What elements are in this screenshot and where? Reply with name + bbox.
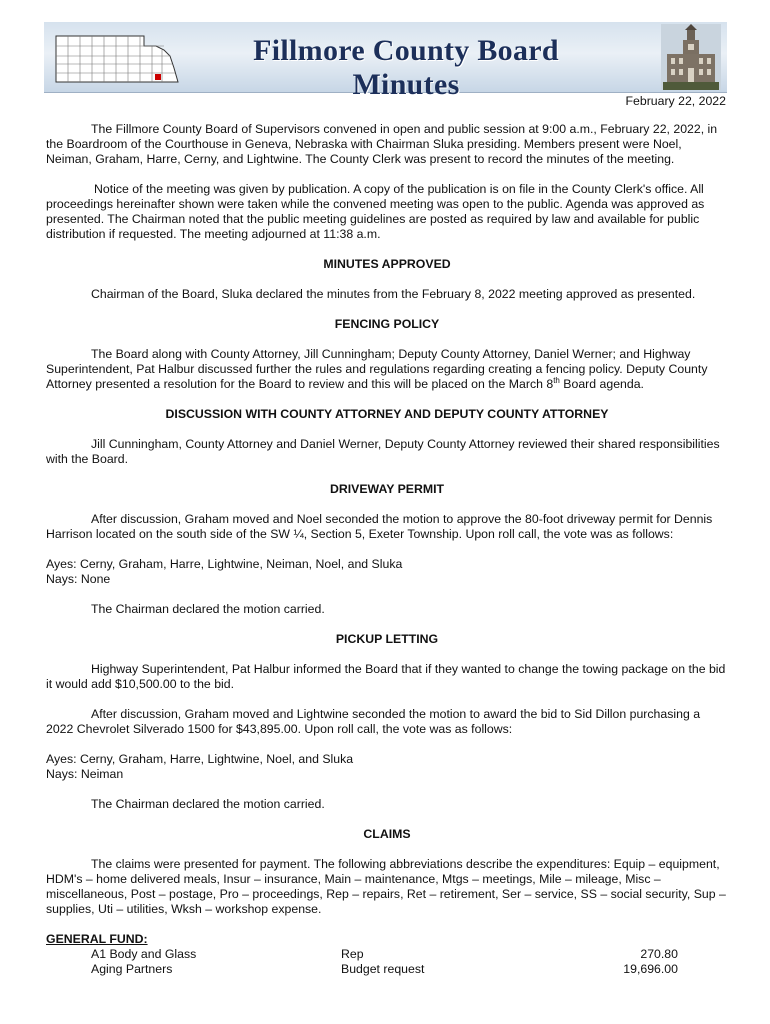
claim-vendor: Aging Partners [91, 962, 173, 976]
section-heading-minutes-approved: MINUTES APPROVED [323, 257, 451, 271]
pickup-carried: The Chairman declared the motion carried. [91, 797, 325, 811]
table-row [46, 947, 728, 962]
driveway-carried: The Chairman declared the motion carried. [91, 602, 325, 616]
claims-table [46, 947, 728, 977]
claim-purpose: Rep [341, 947, 364, 961]
general-fund-heading: GENERAL FUND: [46, 932, 148, 946]
minutes-approved-text: Chairman of the Board, Sluka declared the minutes from the February 8, 2022 meeting approved as presented. [91, 287, 696, 301]
driveway-nays: Nays: None [46, 572, 111, 586]
page-title: Fillmore County Board Minutes [253, 34, 559, 101]
section-heading-pickup-letting: PICKUP LETTING [335, 632, 439, 646]
section-heading-fencing-policy: FENCING POLICY [334, 317, 440, 331]
section-heading-driveway-permit: DRIVEWAY PERMIT [329, 482, 445, 496]
discussion-text: Jill Cunningham, County Attorney and Daniel Werner, Deputy County Attorney reviewed their shared responsibilities with the Board. [46, 437, 720, 466]
section-heading-claims: CLAIMS [363, 827, 411, 841]
pickup-ayes: Ayes: Cerny, Graham, Harre, Lightwine, Noel, and Sluka [46, 752, 354, 766]
table-row [46, 962, 728, 977]
pickup-nays: Nays: Neiman [46, 767, 124, 781]
nebraska-map-icon [52, 34, 192, 86]
superscript-th: th [553, 375, 560, 385]
notice-paragraph: Notice of the meeting was given by publication. A copy of the publication is on file in the County Clerk's office. All proceedings hereinafter shown were taken while the convened meeting was open to the public. Agenda was approved as presented. The Chairman noted that the public meeting guidelines are posted as required by law and available for public distribution if requested. The meeting adjourned at 11:38 a.m. [46, 182, 705, 241]
driveway-permit-text: After discussion, Graham moved and Noel seconded the motion to approve the 80-foot driveway permit for Dennis Harrison located on the south side of the SW ¼, Section 5, Exeter Township. Upon roll call, the vote was as follows: [46, 512, 713, 541]
claim-purpose: Budget request [341, 962, 425, 976]
courthouse-icon [661, 24, 721, 90]
pickup-letting-text-2: After discussion, Graham moved and Lightwine seconded the motion to award the bid to Sid Dillon purchasing a 2022 Chevrolet Silverado 1500 for $43,895.00. Upon roll call, the vote was as follows: [46, 707, 701, 736]
meeting-date: February 22, 2022 [625, 94, 726, 108]
section-heading-discussion: DISCUSSION WITH COUNTY ATTORNEY AND DEPUTY COUNTY ATTORNEY [165, 407, 609, 421]
claim-vendor: A1 Body and Glass [91, 947, 197, 961]
document-body [46, 122, 728, 977]
pickup-letting-text-1: Highway Superintendent, Pat Halbur informed the Board that if they wanted to change the towing package on the bid it would add $10,500.00 to the bid. [46, 662, 726, 691]
claim-amount: 19,696.00 [623, 962, 678, 976]
driveway-ayes: Ayes: Cerny, Graham, Harre, Lightwine, Neiman, Noel, and Sluka [46, 557, 403, 571]
fencing-policy-text-b: Board agenda. [559, 377, 644, 391]
intro-paragraph: The Fillmore County Board of Supervisors convened in open and public session at 9:00 a.m., February 22, 2022, in the Boardroom of the Courthouse in Geneva, Nebraska with Chairman Sluka presiding. Members present were Noel, Neiman, Graham, Harre, Cerny, and Lightwine. The County Clerk was present to record the minutes of the meeting. [46, 122, 718, 166]
fencing-policy-text [46, 347, 728, 392]
claims-text: The claims were presented for payment. The following abbreviations describe the expenditures: Equip – equipment, HDM's – home delivered meals, Insur – insurance, Main – maintenance, Mtgs – meetings, Mile – mileage, Misc – miscellaneous, Post – postage, Pro – proceedings, Rep – repairs, Ret – retirement, Ser – service, SS – social security, Sup – supplies, Uti – utilities, Wksh – workshop expense. [46, 857, 726, 916]
claim-amount: 270.80 [640, 947, 678, 961]
fencing-policy-text-a: The Board along with County Attorney, Jill Cunningham; Deputy County Attorney, Daniel Werner; and Highway Superintendent, Pat Halbur discussed further the rules and regulations regarding creating a fencing policy. Deputy County Attorney presented a resolution for the Board to review and this will be placed on the March 8 [46, 347, 708, 391]
